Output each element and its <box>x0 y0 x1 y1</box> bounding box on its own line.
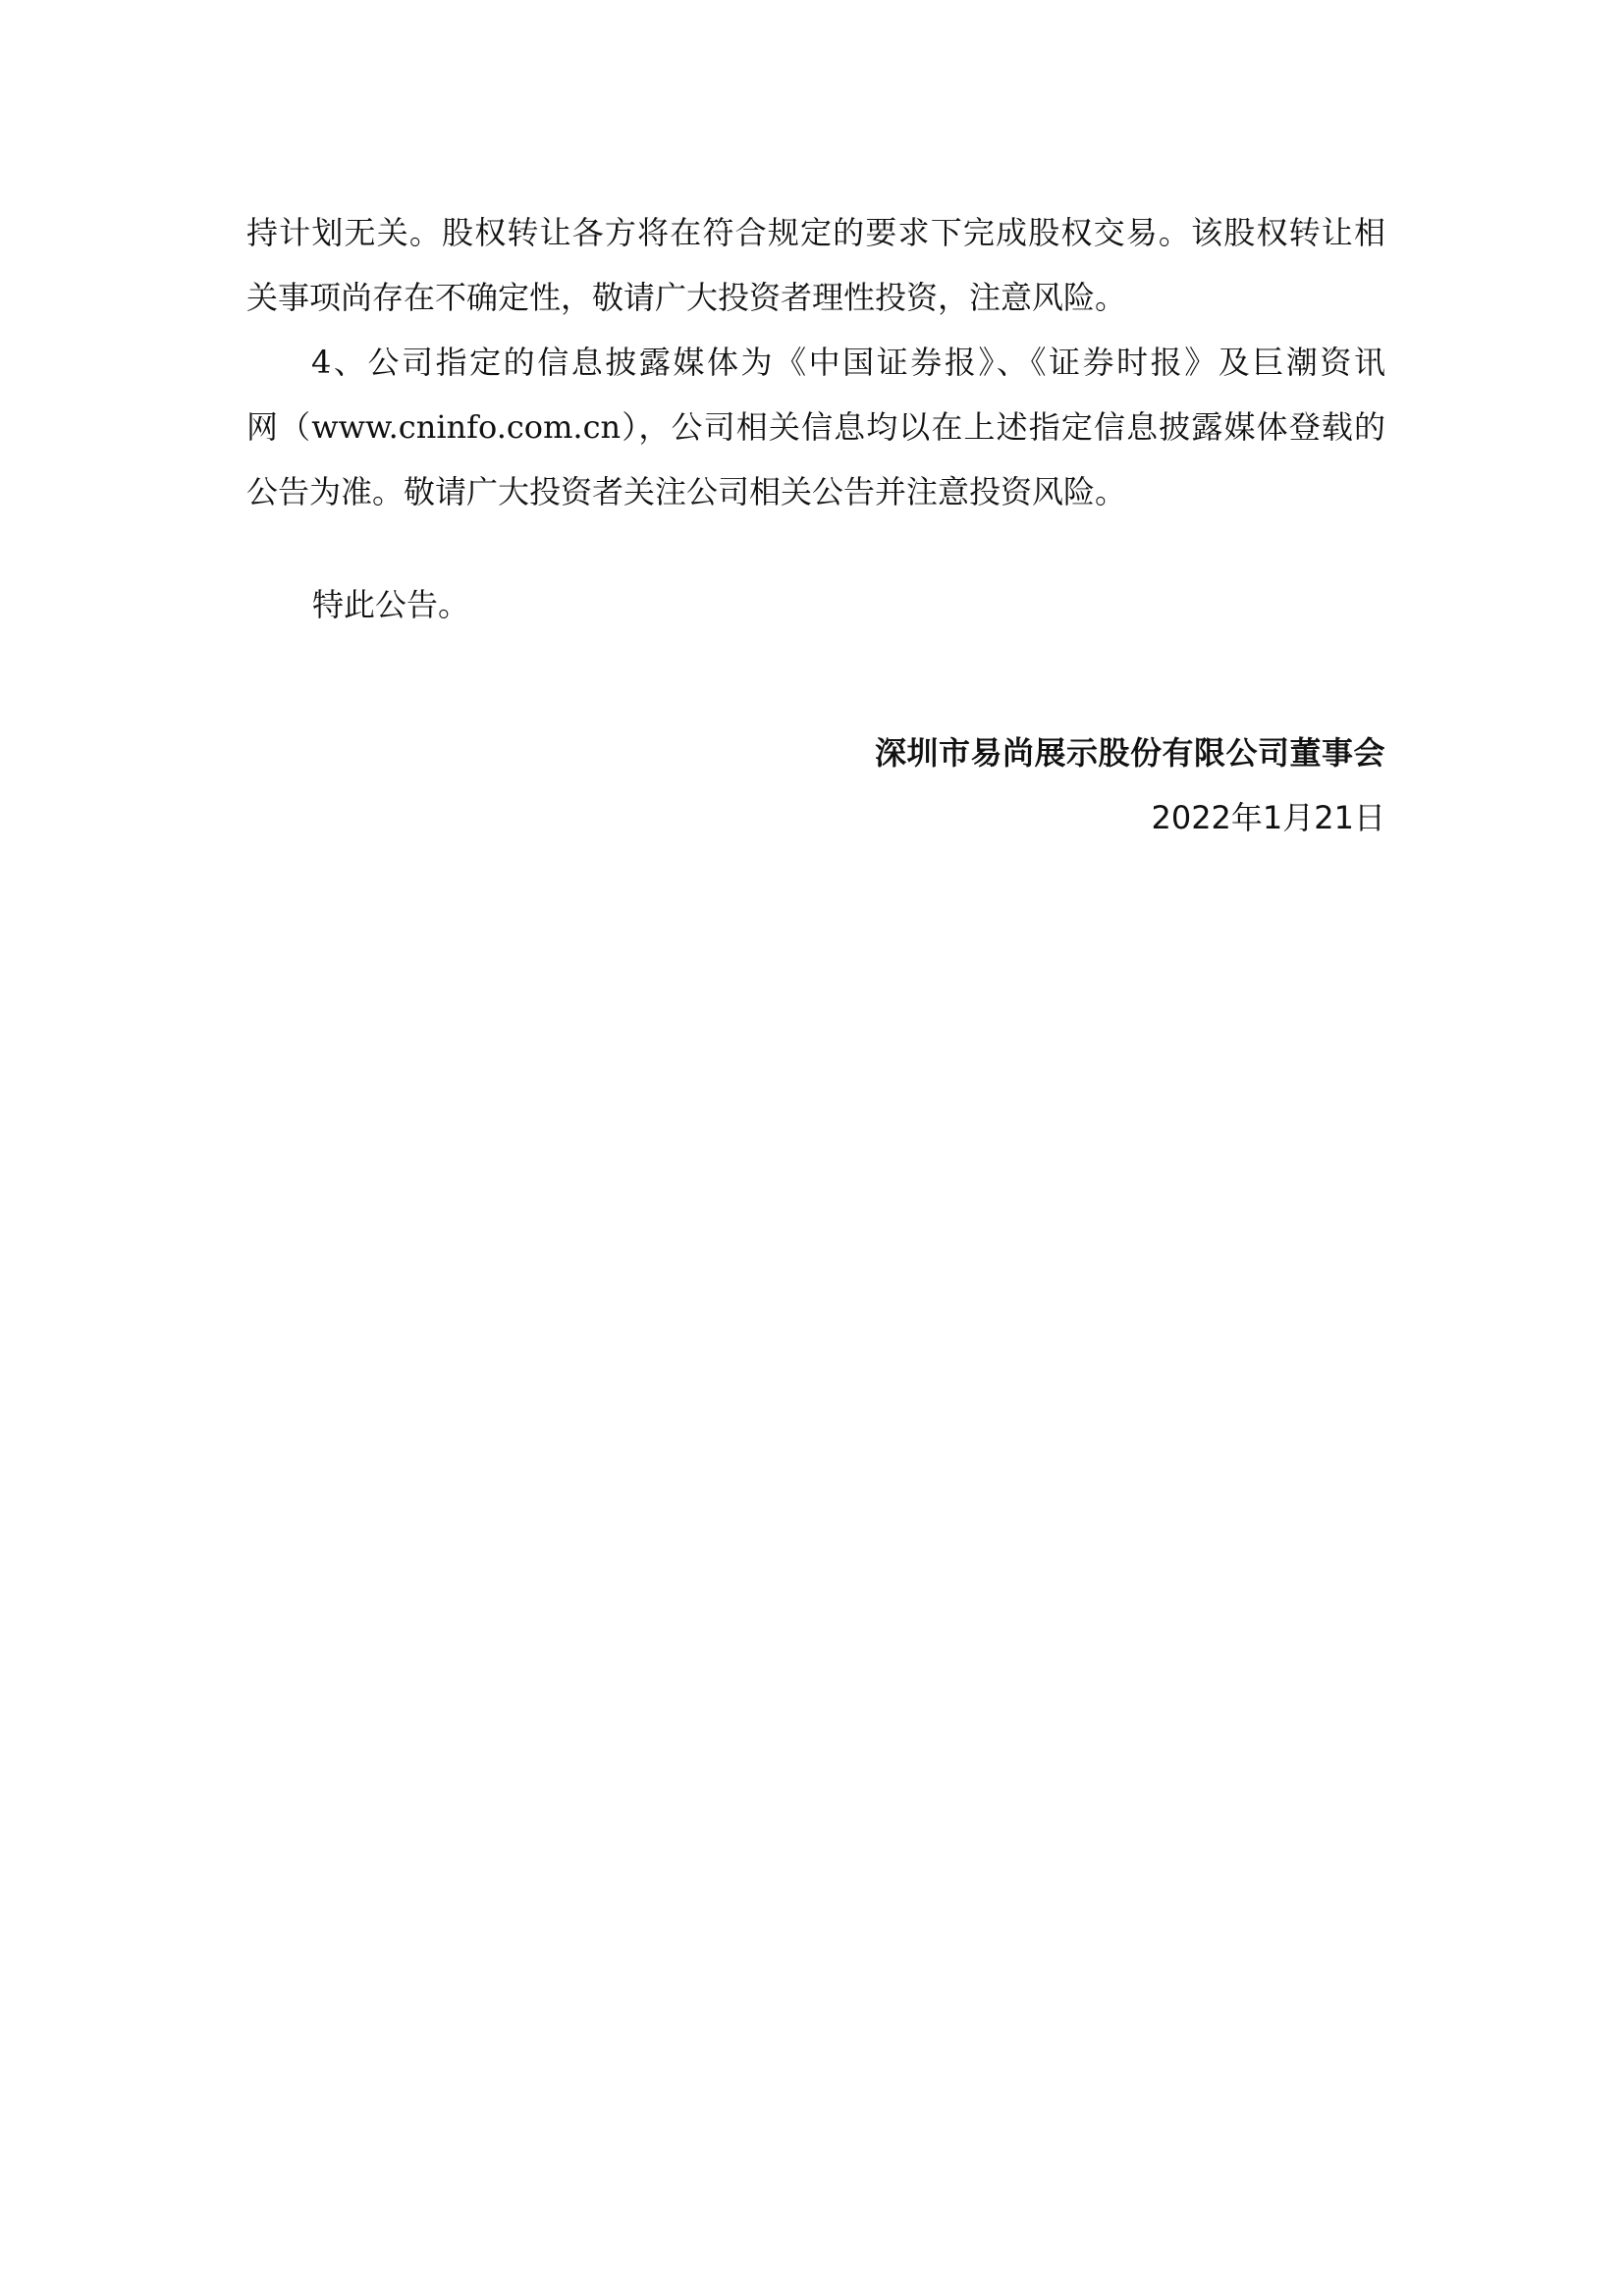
paragraph-4-line-1: 4、公司指定的信息披露媒体为《中国证券报》、《证券时报》及巨潮资讯 <box>311 344 1385 381</box>
paragraph-3-line-2: 关事项尚存在不确定性，敬请广大投资者理性投资，注意风险。 <box>246 279 1127 316</box>
paragraph-4-line-3: 公告为准。敬请广大投资者关注公司相关公告并注意投资风险。 <box>246 473 1127 510</box>
paragraph-4-line-2: 网（www.cninfo.com.cn），公司相关信息均以在上述指定信息披露媒体登载的 <box>246 408 1385 446</box>
closing-remark: 特此公告。 <box>312 586 470 623</box>
document-body <box>246 200 1385 524</box>
signature-date: 2022年1月21日 <box>1151 799 1385 836</box>
paragraph-3-line-1: 持计划无关。股权转让各方将在符合规定的要求下完成股权交易。该股权转让相 <box>246 214 1385 251</box>
signature-company: 深圳市易尚展示股份有限公司董事会 <box>874 734 1385 772</box>
signature-block <box>875 721 1385 850</box>
